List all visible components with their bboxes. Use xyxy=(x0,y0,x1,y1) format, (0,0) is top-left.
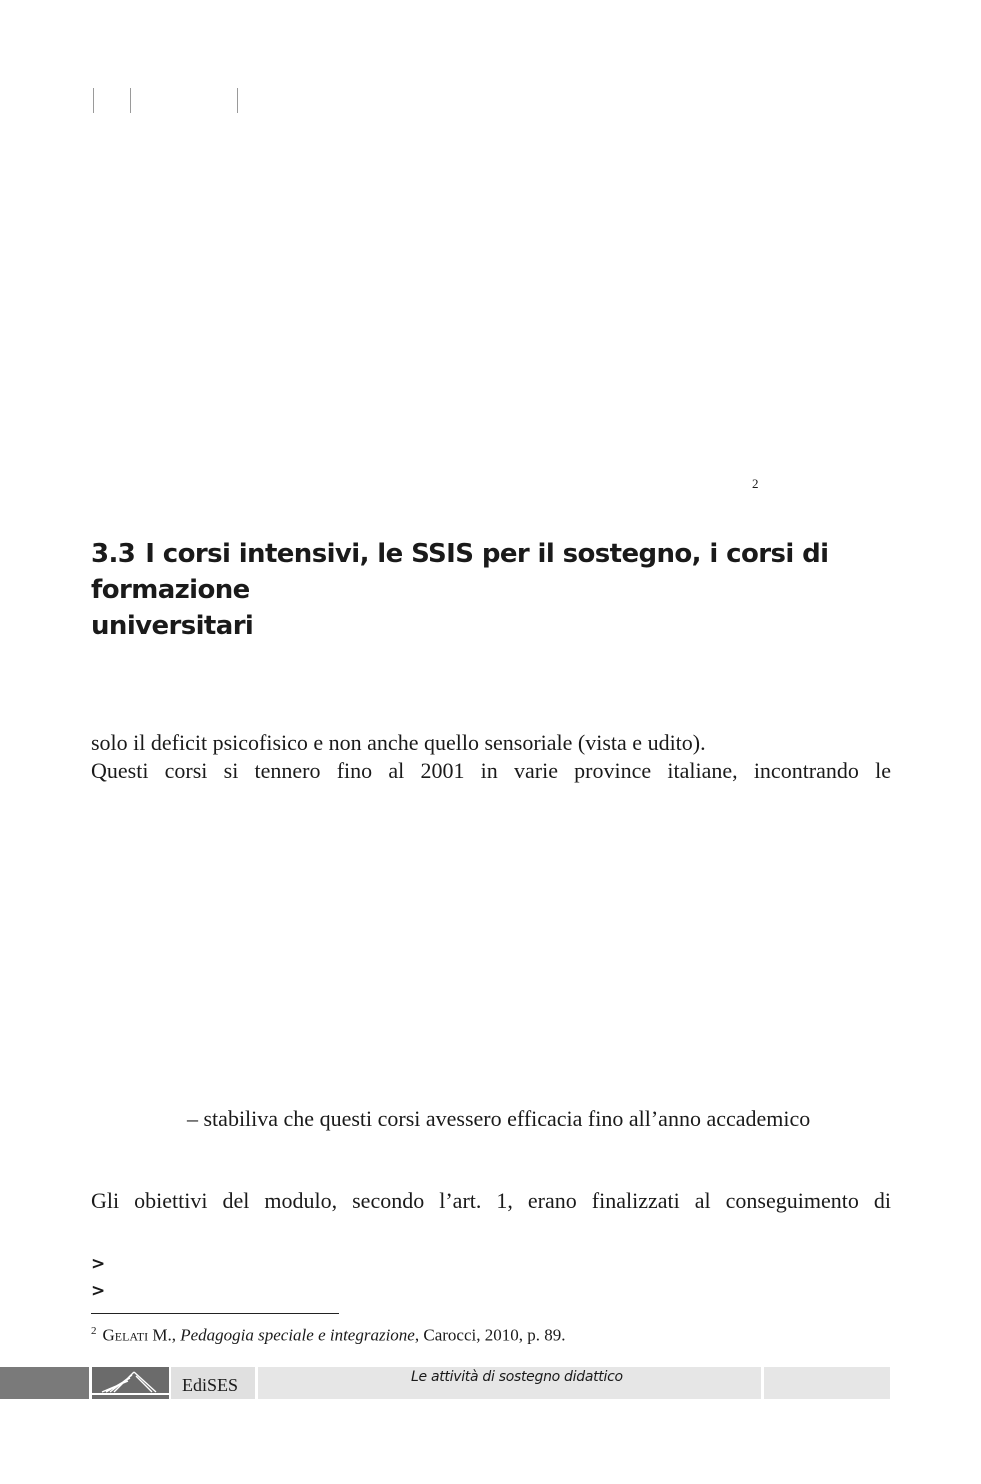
book-icon xyxy=(92,1367,169,1399)
footnote-work: Pedagogia speciale e integrazione xyxy=(180,1325,415,1345)
book-title: Le attività di sostegno didattico xyxy=(411,1369,623,1385)
page-footer xyxy=(0,1367,981,1399)
footnote-marker: 2 xyxy=(752,476,759,491)
body-text-line: Questi corsi si tennero fino al 2001 in varie province italiane, incontrando le xyxy=(91,758,891,783)
footnote xyxy=(91,1325,565,1346)
footer-bar xyxy=(764,1367,890,1399)
publisher-name: EdiSES xyxy=(171,1367,255,1399)
footnote-details: , Carocci, 2010, p. 89. xyxy=(414,1325,566,1345)
section-title-continued: universitari xyxy=(91,611,254,641)
bullet-marker: > xyxy=(91,1281,106,1301)
footnote-number: 2 xyxy=(91,1325,97,1337)
footer-title-bar xyxy=(258,1367,761,1399)
crop-mark xyxy=(130,88,131,113)
section-heading xyxy=(91,536,891,644)
body-text-line: solo il deficit psicofisico e non anche quello sensoriale (vista e udito). xyxy=(91,730,706,755)
publisher-logo xyxy=(92,1367,169,1399)
body-text-line: – stabiliva che questi corsi avessero efficacia fino all’anno accademico xyxy=(187,1106,811,1131)
footnote-rule xyxy=(91,1313,339,1314)
crop-mark xyxy=(93,88,94,113)
section-title: I corsi intensivi, le SSIS per il sostegno, i corsi di formazione xyxy=(91,539,829,605)
crop-mark xyxy=(237,88,238,113)
bullet-marker: > xyxy=(91,1254,106,1274)
footnote-author: Gelati M., xyxy=(102,1325,176,1345)
body-text-line: Gli obiettivi del modulo, secondo l’art. 1, erano finalizzati al conseguimento di xyxy=(91,1188,891,1213)
section-number: 3.3 xyxy=(91,539,136,569)
footer-bar xyxy=(0,1367,89,1399)
